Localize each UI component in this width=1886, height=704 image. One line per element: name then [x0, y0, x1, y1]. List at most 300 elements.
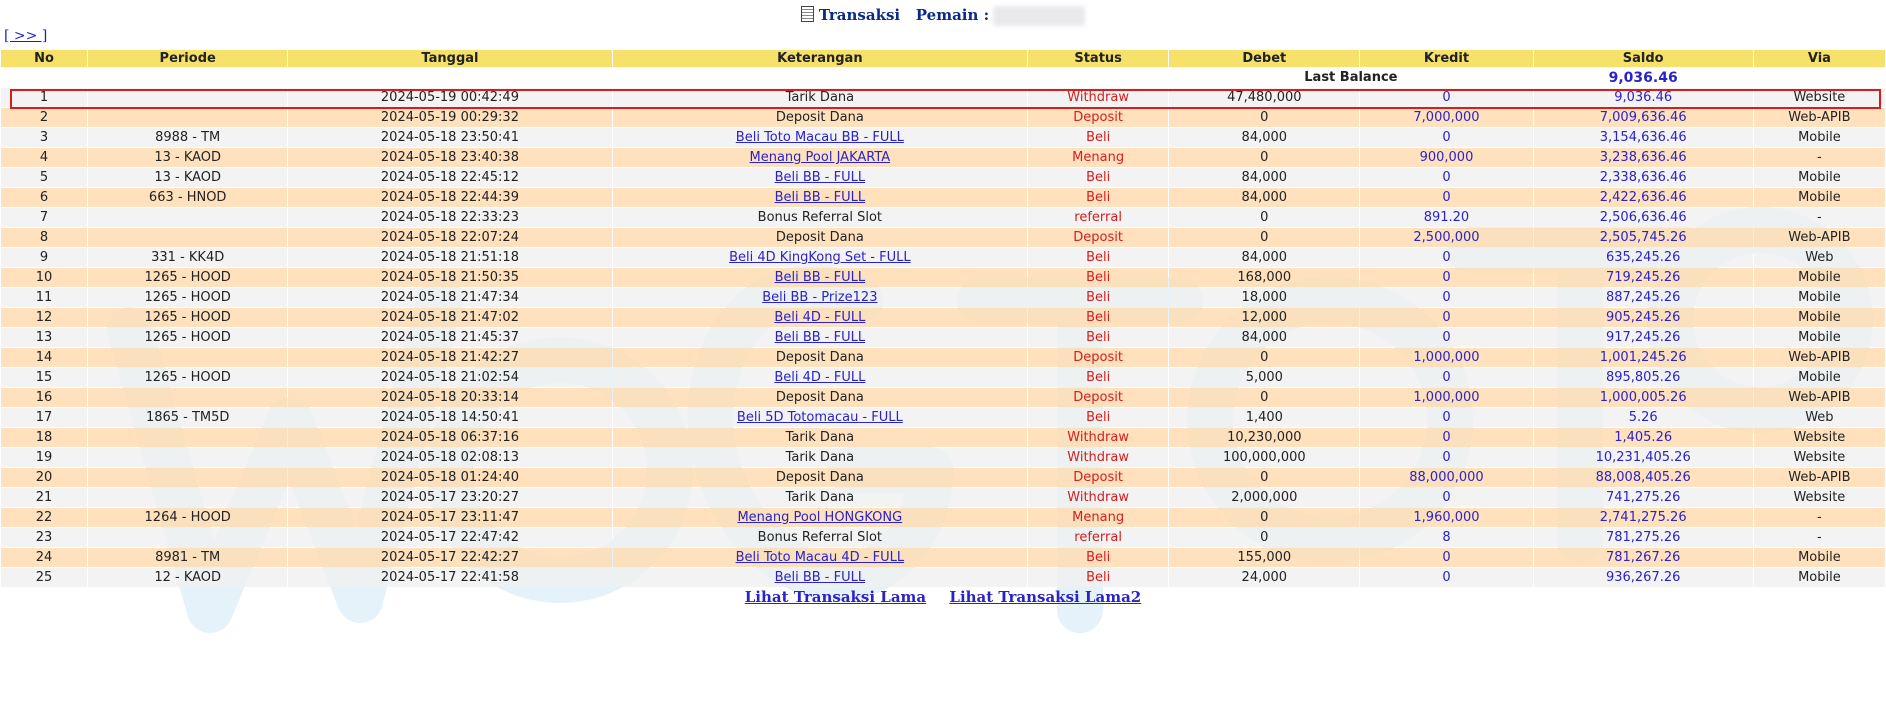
cell-no: [1, 408, 87, 427]
cell-via: [1754, 448, 1885, 467]
cell-saldo-text: 1,001,245.26: [1599, 350, 1687, 365]
table-row: [1, 128, 1885, 147]
cell-periode-text: 13 - KAOD: [154, 170, 222, 185]
cell-periode-text: 13 - KAOD: [154, 150, 222, 165]
cell-debet: [1169, 128, 1359, 147]
cell-status: [1028, 108, 1168, 127]
cell-status-text: Beli: [1086, 290, 1111, 305]
cell-status-text: Beli: [1086, 410, 1111, 425]
cell-no: [1, 568, 87, 587]
cell-debet-text: 84,000: [1241, 250, 1288, 265]
cell-kredit-text: 0: [1442, 570, 1451, 585]
cell-debet: [1169, 268, 1359, 287]
title-text: Transaksi: [818, 6, 901, 24]
cell-tanggal-text: 2024-05-17 22:42:27: [380, 550, 519, 565]
cell-keterangan: [613, 388, 1027, 407]
table-row: [1, 548, 1885, 567]
cell-keterangan-text[interactable]: Beli 4D KingKong Set - FULL: [729, 250, 911, 265]
cell-no-text: 14: [35, 350, 53, 365]
cell-kredit-text: 0: [1442, 450, 1451, 465]
table-row: [1, 108, 1885, 127]
cell-saldo-text: 917,245.26: [1605, 330, 1681, 345]
cell-via: [1754, 308, 1885, 327]
cell-via-text: Web-APIB: [1788, 470, 1851, 485]
cell-kredit-text: 0: [1442, 410, 1451, 425]
cell-keterangan-text[interactable]: Beli BB - FULL: [774, 270, 866, 285]
cell-periode: [88, 228, 287, 247]
cell-tanggal: [288, 408, 611, 427]
cell-keterangan-text[interactable]: Beli BB - FULL: [774, 570, 866, 585]
cell-no: [1, 368, 87, 387]
cell-kredit: [1360, 268, 1532, 287]
cell-status-text: Beli: [1086, 190, 1111, 205]
cell-no-text: 10: [35, 270, 53, 285]
cell-debet: [1169, 388, 1359, 407]
player-name-redacted: [993, 6, 1085, 26]
cell-status: [1028, 488, 1168, 507]
cell-periode-text: 8988 - TM: [155, 130, 221, 145]
cell-debet-text: 155,000: [1237, 550, 1292, 565]
cell-status: [1028, 508, 1168, 527]
cell-debet: [1169, 308, 1359, 327]
cell-debet-text: 84,000: [1241, 130, 1288, 145]
cell-keterangan: [613, 108, 1027, 127]
cell-via: [1754, 368, 1885, 387]
cell-saldo-text: 5.26: [1628, 410, 1658, 425]
cell-no: [1, 248, 87, 267]
cell-keterangan[interactable]: [613, 128, 1027, 147]
cell-keterangan[interactable]: [613, 268, 1027, 287]
cell-no-text: 24: [35, 550, 53, 565]
cell-tanggal: [288, 128, 611, 147]
cell-saldo-text: 10,231,405.26: [1595, 450, 1691, 465]
cell-keterangan: [613, 228, 1027, 247]
cell-status: [1028, 348, 1168, 367]
cell-keterangan[interactable]: [613, 328, 1027, 347]
cell-saldo-text: 936,267.26: [1605, 570, 1681, 585]
cell-status-text: Beli: [1086, 550, 1111, 565]
cell-tanggal: [288, 348, 611, 367]
cell-no: [1, 548, 87, 567]
cell-debet: [1169, 428, 1359, 447]
cell-tanggal-text: 2024-05-18 02:08:13: [380, 450, 519, 465]
cell-via: [1754, 108, 1885, 127]
cell-periode: [88, 108, 287, 127]
cell-saldo-text: 9,036.46: [1614, 90, 1673, 105]
cell-via: [1754, 148, 1885, 167]
col-header-debet: Debet: [1169, 50, 1359, 67]
cell-tanggal: [288, 388, 611, 407]
cell-kredit-text: 900,000: [1419, 150, 1474, 165]
cell-keterangan: [613, 88, 1027, 107]
cell-status-text: Deposit: [1073, 350, 1123, 365]
cell-no-text: 5: [39, 170, 49, 185]
cell-keterangan: [613, 488, 1027, 507]
cell-status: [1028, 148, 1168, 167]
cell-via: [1754, 488, 1885, 507]
cell-status: [1028, 128, 1168, 147]
old-transactions-2-link[interactable]: Lihat Transaksi Lama2: [949, 588, 1142, 606]
cell-kredit-text: 7,000,000: [1413, 110, 1480, 125]
cell-no-text: 16: [35, 390, 53, 405]
cell-no: [1, 268, 87, 287]
cell-debet-text: 84,000: [1241, 170, 1288, 185]
cell-kredit: [1360, 348, 1532, 367]
cell-kredit-text: 0: [1442, 310, 1451, 325]
cell-debet: [1169, 348, 1359, 367]
cell-no-text: 19: [35, 450, 53, 465]
cell-tanggal: [288, 88, 611, 107]
cell-keterangan[interactable]: [613, 308, 1027, 327]
table-row: [1, 448, 1885, 467]
cell-saldo-text: 3,154,636.46: [1599, 130, 1687, 145]
cell-status-text: Beli: [1086, 130, 1111, 145]
cell-kredit: [1360, 188, 1532, 207]
cell-keterangan[interactable]: [613, 148, 1027, 167]
cell-saldo: [1534, 228, 1753, 247]
cell-via-text: Mobile: [1798, 370, 1841, 385]
cell-tanggal: [288, 328, 611, 347]
cell-debet: [1169, 368, 1359, 387]
cell-saldo-text: 2,506,636.46: [1599, 210, 1687, 225]
cell-no: [1, 88, 87, 107]
cell-saldo: [1534, 348, 1753, 367]
cell-keterangan[interactable]: [613, 288, 1027, 307]
cell-keterangan[interactable]: [613, 508, 1027, 527]
cell-status-text: Withdraw: [1067, 90, 1129, 105]
cell-periode-text: 1265 - HOOD: [144, 270, 231, 285]
next-page-link[interactable]: [ >> ]: [4, 28, 48, 44]
cell-kredit: [1360, 568, 1532, 587]
cell-via-text: Mobile: [1798, 310, 1841, 325]
cell-debet-text: 0: [1260, 150, 1269, 165]
cell-keterangan: [613, 528, 1027, 547]
cell-no-text: 18: [35, 430, 53, 445]
cell-debet-text: 0: [1260, 510, 1269, 525]
cell-periode: [88, 128, 287, 147]
cell-debet: [1169, 548, 1359, 567]
cell-saldo-text: 719,245.26: [1605, 270, 1681, 285]
cell-saldo-text: 905,245.26: [1605, 310, 1681, 325]
cell-keterangan-text[interactable]: Menang Pool JAKARTA: [749, 150, 891, 165]
cell-saldo: [1534, 308, 1753, 327]
cell-debet: [1169, 168, 1359, 187]
cell-periode: [88, 328, 287, 347]
cell-no: [1, 288, 87, 307]
cell-periode-text: 12 - KAOD: [154, 570, 222, 585]
cell-keterangan-text: Tarik Dana: [785, 490, 855, 505]
cell-via-text: Web: [1805, 250, 1834, 265]
cell-via: [1754, 208, 1885, 227]
cell-periode-text: 1265 - HOOD: [144, 370, 231, 385]
cell-tanggal-text: 2024-05-18 23:50:41: [380, 130, 519, 145]
col-header-saldo: Saldo: [1534, 50, 1753, 67]
cell-saldo: [1534, 408, 1753, 427]
cell-tanggal-text: 2024-05-18 21:42:27: [380, 350, 519, 365]
table-row: [1, 488, 1885, 507]
cell-via-text: Web-APIB: [1788, 350, 1851, 365]
last-balance-value: 9,036.46: [1608, 69, 1678, 86]
old-transactions-link[interactable]: Lihat Transaksi Lama: [744, 588, 927, 606]
cell-status-text: Beli: [1086, 270, 1111, 285]
cell-saldo-text: 741,275.26: [1605, 490, 1681, 505]
table-row: [1, 468, 1885, 487]
cell-debet: [1169, 528, 1359, 547]
cell-tanggal: [288, 108, 611, 127]
cell-debet: [1169, 488, 1359, 507]
cell-via: [1754, 388, 1885, 407]
cell-keterangan-text[interactable]: Beli BB - FULL: [774, 330, 866, 345]
cell-keterangan-text[interactable]: Beli BB - FULL: [774, 170, 866, 185]
cell-via-text: -: [1817, 210, 1822, 225]
cell-periode: [88, 528, 287, 547]
cell-saldo: [1534, 268, 1753, 287]
cell-no: [1, 448, 87, 467]
cell-status-text: Deposit: [1073, 110, 1123, 125]
cell-saldo-text: 1,000,005.26: [1599, 390, 1687, 405]
cell-saldo: [1534, 448, 1753, 467]
cell-via-text: Website: [1793, 490, 1846, 505]
cell-no-text: 20: [35, 470, 53, 485]
cell-keterangan-text[interactable]: Beli 4D - FULL: [774, 310, 866, 325]
cell-kredit: [1360, 468, 1532, 487]
cell-periode-text: 1865 - TM5D: [145, 410, 230, 425]
cell-via: [1754, 228, 1885, 247]
cell-no-text: 3: [39, 130, 49, 145]
table-row: [1, 348, 1885, 367]
cell-saldo: [1534, 428, 1753, 447]
cell-no: [1, 348, 87, 367]
cell-via: [1754, 328, 1885, 347]
cell-keterangan: [613, 468, 1027, 487]
cell-via: [1754, 348, 1885, 367]
cell-no: [1, 128, 87, 147]
table-row: [1, 88, 1885, 107]
cell-no-text: 13: [35, 330, 53, 345]
cell-kredit-text: 0: [1442, 550, 1451, 565]
cell-no: [1, 388, 87, 407]
cell-status: [1028, 568, 1168, 587]
table-row: [1, 228, 1885, 247]
cell-tanggal-text: 2024-05-19 00:42:49: [380, 90, 519, 105]
table-row: [1, 288, 1885, 307]
cell-kredit-text: 891.20: [1423, 210, 1470, 225]
cell-via-text: Web-APIB: [1788, 110, 1851, 125]
transaction-table: [0, 49, 1886, 588]
cell-tanggal-text: 2024-05-18 06:37:16: [380, 430, 519, 445]
cell-no: [1, 148, 87, 167]
player-label: Pemain :: [915, 6, 990, 24]
cell-via: [1754, 548, 1885, 567]
cell-debet-text: 84,000: [1241, 330, 1288, 345]
cell-saldo-text: 7,009,636.46: [1599, 110, 1687, 125]
cell-via-text: Mobile: [1798, 190, 1841, 205]
cell-keterangan[interactable]: [613, 368, 1027, 387]
cell-status-text: Beli: [1086, 250, 1111, 265]
cell-debet: [1169, 208, 1359, 227]
table-row: [1, 368, 1885, 387]
cell-keterangan-text[interactable]: Beli 5D Totomacau - FULL: [736, 410, 903, 425]
table-row: [1, 508, 1885, 527]
cell-debet: [1169, 408, 1359, 427]
cell-debet-text: 12,000: [1241, 310, 1288, 325]
cell-saldo: [1534, 108, 1753, 127]
cell-keterangan-text[interactable]: Beli Toto Macau BB - FULL: [735, 130, 904, 145]
cell-debet: [1169, 228, 1359, 247]
cell-status-text: Beli: [1086, 570, 1111, 585]
cell-keterangan[interactable]: [613, 568, 1027, 587]
cell-status: [1028, 228, 1168, 247]
cell-tanggal: [288, 148, 611, 167]
cell-kredit-text: 1,000,000: [1413, 350, 1480, 365]
cell-tanggal: [288, 188, 611, 207]
cell-tanggal-text: 2024-05-18 22:07:24: [380, 230, 519, 245]
cell-no: [1, 108, 87, 127]
cell-debet-text: 0: [1260, 530, 1269, 545]
cell-via: [1754, 408, 1885, 427]
cell-keterangan-text[interactable]: Beli Toto Macau 4D - FULL: [735, 550, 905, 565]
cell-saldo: [1534, 388, 1753, 407]
cell-via: [1754, 428, 1885, 447]
cell-periode: [88, 568, 287, 587]
cell-tanggal-text: 2024-05-18 21:45:37: [380, 330, 519, 345]
cell-periode: [88, 168, 287, 187]
cell-debet-text: 0: [1260, 390, 1269, 405]
cell-periode: [88, 488, 287, 507]
cell-debet-text: 1,400: [1245, 410, 1283, 425]
cell-saldo: [1534, 188, 1753, 207]
cell-saldo: [1534, 548, 1753, 567]
cell-saldo-text: 2,505,745.26: [1599, 230, 1687, 245]
cell-no: [1, 328, 87, 347]
cell-saldo-text: 88,008,405.26: [1595, 470, 1691, 485]
cell-debet: [1169, 568, 1359, 587]
cell-kredit-text: 1,960,000: [1413, 510, 1480, 525]
cell-debet-text: 84,000: [1241, 190, 1288, 205]
cell-via: [1754, 128, 1885, 147]
cell-keterangan-text[interactable]: Beli BB - FULL: [774, 190, 866, 205]
cell-tanggal: [288, 428, 611, 447]
cell-tanggal: [288, 228, 611, 247]
cell-no: [1, 308, 87, 327]
cell-kredit-text: 8: [1442, 530, 1451, 545]
cell-status: [1028, 448, 1168, 467]
cell-via: [1754, 268, 1885, 287]
cell-debet-text: 47,480,000: [1227, 90, 1302, 105]
cell-status-text: Beli: [1086, 170, 1111, 185]
cell-no-text: 12: [35, 310, 53, 325]
cell-no-text: 2: [39, 110, 49, 125]
table-row: [1, 268, 1885, 287]
cell-kredit: [1360, 208, 1532, 227]
col-header-tanggal: Tanggal: [288, 50, 611, 67]
cell-status-text: referral: [1074, 530, 1122, 545]
cell-periode-text: 1264 - HOOD: [144, 510, 231, 525]
cell-tanggal-text: 2024-05-18 01:24:40: [380, 470, 519, 485]
cell-debet: [1169, 148, 1359, 167]
cell-kredit: [1360, 388, 1532, 407]
cell-debet-text: 5,000: [1245, 370, 1283, 385]
last-balance-row: [1, 68, 1885, 87]
cell-via-text: Web-APIB: [1788, 230, 1851, 245]
cell-tanggal: [288, 268, 611, 287]
cell-kredit: [1360, 508, 1532, 527]
cell-keterangan[interactable]: [613, 408, 1027, 427]
cell-saldo: [1534, 488, 1753, 507]
cell-keterangan[interactable]: [613, 188, 1027, 207]
cell-via-text: Mobile: [1798, 130, 1841, 145]
cell-kredit: [1360, 168, 1532, 187]
cell-status-text: Withdraw: [1067, 430, 1129, 445]
cell-periode: [88, 208, 287, 227]
cell-keterangan-text: Deposit Dana: [775, 230, 864, 245]
cell-keterangan[interactable]: [613, 248, 1027, 267]
cell-status: [1028, 368, 1168, 387]
cell-saldo-text: 895,805.26: [1605, 370, 1681, 385]
cell-keterangan: [613, 348, 1027, 367]
cell-periode: [88, 408, 287, 427]
cell-tanggal-text: 2024-05-18 21:50:35: [380, 270, 519, 285]
cell-status-text: Beli: [1086, 310, 1111, 325]
cell-tanggal: [288, 368, 611, 387]
cell-debet-text: 24,000: [1241, 570, 1288, 585]
cell-saldo-text: 781,275.26: [1605, 530, 1681, 545]
cell-no-text: 11: [35, 290, 53, 305]
table-row: [1, 568, 1885, 587]
cell-kredit-text: 0: [1442, 270, 1451, 285]
cell-via-text: -: [1817, 150, 1822, 165]
cell-no: [1, 208, 87, 227]
cell-periode-text: 1265 - HOOD: [144, 330, 231, 345]
cell-via: [1754, 168, 1885, 187]
cell-kredit: [1360, 488, 1532, 507]
last-balance-label: Last Balance: [1304, 70, 1398, 85]
cell-kredit: [1360, 428, 1532, 447]
cell-status-text: Withdraw: [1067, 450, 1129, 465]
cell-kredit: [1360, 88, 1532, 107]
cell-via-text: Mobile: [1798, 170, 1841, 185]
cell-tanggal-text: 2024-05-18 21:47:02: [380, 310, 519, 325]
col-header-keterangan: Keterangan: [613, 50, 1027, 67]
cell-keterangan-text: Tarik Dana: [785, 450, 855, 465]
cell-periode-text: 331 - KK4D: [151, 250, 225, 265]
table-header-row: [1, 50, 1885, 67]
cell-keterangan-text[interactable]: Beli 4D - FULL: [774, 370, 866, 385]
cell-kredit: [1360, 288, 1532, 307]
cell-debet: [1169, 248, 1359, 267]
cell-status: [1028, 548, 1168, 567]
cell-debet: [1169, 468, 1359, 487]
cell-saldo-text: 781,267.26: [1605, 550, 1681, 565]
cell-keterangan[interactable]: [613, 548, 1027, 567]
cell-saldo: [1534, 148, 1753, 167]
page-title: [0, 0, 1886, 34]
cell-debet-text: 0: [1260, 350, 1269, 365]
cell-via-text: Mobile: [1798, 550, 1841, 565]
cell-keterangan[interactable]: [613, 168, 1027, 187]
cell-kredit: [1360, 528, 1532, 547]
table-row: [1, 408, 1885, 427]
col-header-via: Via: [1754, 50, 1885, 67]
cell-keterangan-text[interactable]: Beli BB - Prize123: [762, 290, 878, 305]
cell-kredit-text: 0: [1442, 250, 1451, 265]
cell-periode: [88, 468, 287, 487]
cell-keterangan-text[interactable]: Menang Pool HONGKONG: [737, 510, 903, 525]
table-row: [1, 248, 1885, 267]
cell-kredit: [1360, 248, 1532, 267]
cell-via-text: Mobile: [1798, 290, 1841, 305]
cell-tanggal: [288, 288, 611, 307]
